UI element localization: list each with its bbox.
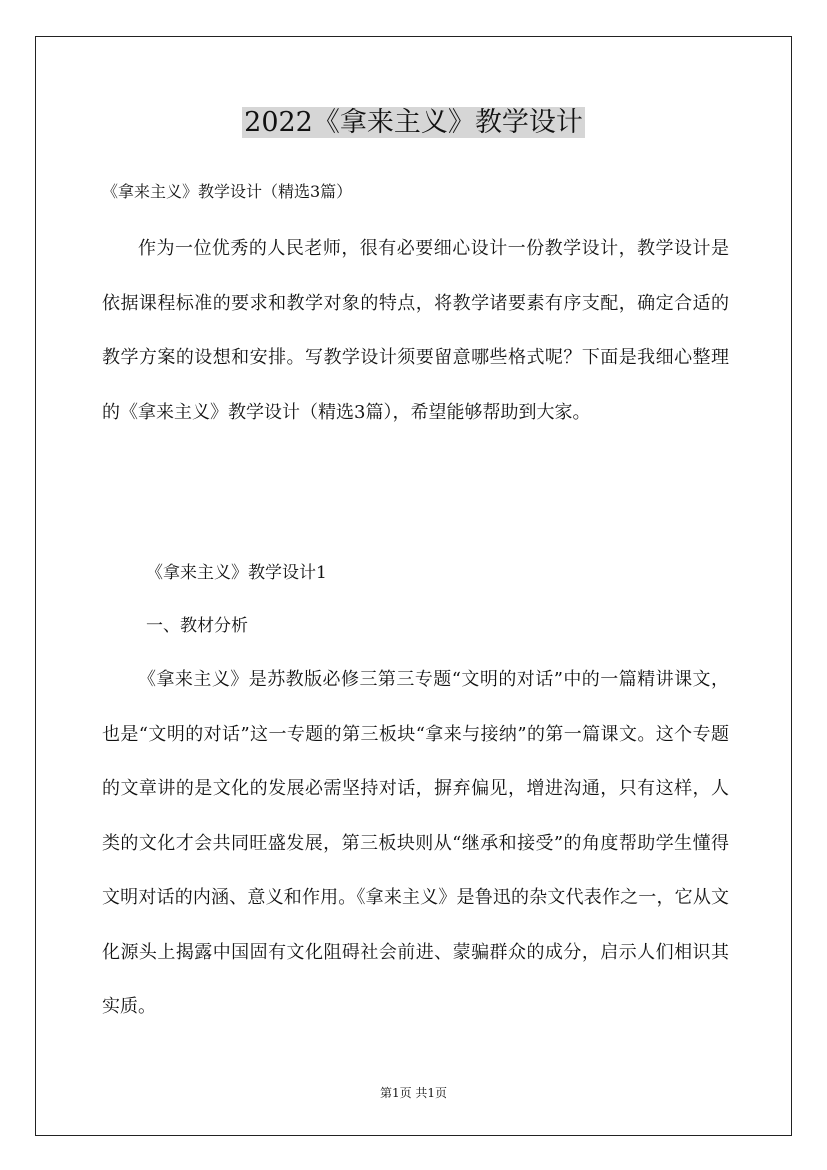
document-title: [0, 103, 827, 143]
section-heading: 《拿来主义》教学设计1: [146, 563, 327, 583]
intro-paragraph: 作为一位优秀的人民老师，很有必要细心设计一份教学设计，教学设计是依据课程标准的要求和教学对象的特点，将教学诸要素有序支配，确定合适的教学方案的设想和安排。写教学设计须要留意哪些格式呢？下面是我细心整理的《拿来主义》教学设计（精选3篇），希望能够帮助到大家。: [102, 238, 729, 423]
page-footer: 第1页 共1页: [379, 1086, 448, 1100]
analysis-paragraph: 《拿来主义》是苏教版必修三第三专题“文明的对话”中的一篇精讲课文，也是“文明的对话”这一专题的第三板块“拿来与接纳”的第一篇课文。这个专题的文章讲的是文化的发展必需坚持对话，摒弃偏见，增进沟通，只有这样，人类的文化才会共同旺盛发展，第三板块则从“继承和接受”的角度帮助学生懂得文明对话的内涵、意义和作用。《拿来主义》是鲁迅的杂文代表作之一，它从文化源头上揭露中国固有文化阻碍社会前进、蒙骗群众的成分，启示人们相识其实质。: [102, 669, 729, 1017]
document-title-text: 2022《拿来主义》教学设计: [244, 107, 583, 138]
analysis-heading: 一、教材分析: [146, 616, 248, 636]
document-subtitle: 《拿来主义》教学设计（精选3篇）: [102, 182, 353, 201]
